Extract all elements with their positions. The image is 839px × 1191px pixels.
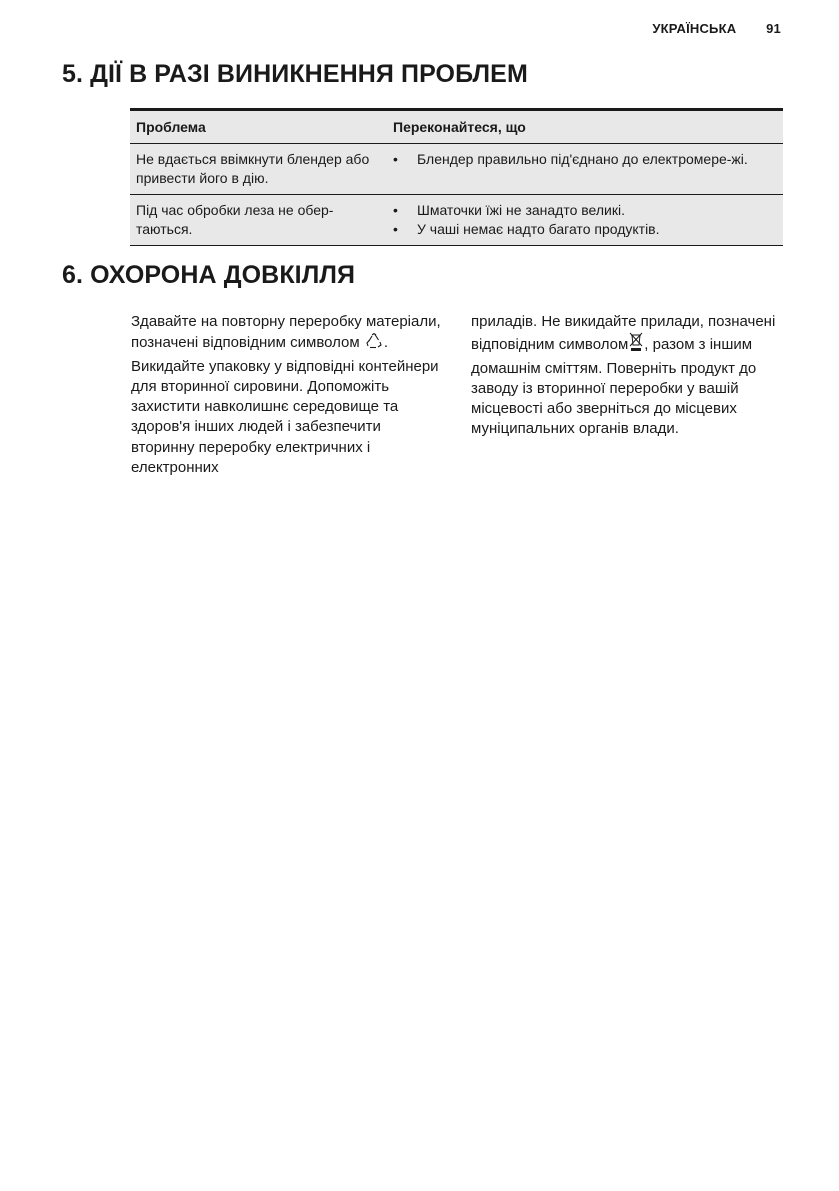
table-row bbox=[130, 195, 783, 246]
bullet-icon: • bbox=[393, 151, 398, 167]
section-title-troubleshooting: 5. ДІЇ В РАЗІ ВИНИКНЕННЯ ПРОБЛЕМ bbox=[62, 60, 528, 88]
problem-cell: Не вдається ввімкнути блендер або привести його в дію. bbox=[130, 144, 387, 195]
table-header-row bbox=[130, 110, 783, 144]
column-header-check: Переконайтеся, що bbox=[387, 110, 783, 144]
recycle-icon bbox=[365, 332, 383, 356]
environment-text-left-column: Здавайте на повторну переробку матеріали, позначені відповідним символом . Викидайте упаковку у відповідні контейнери для вторинної сировини. Допоможіть захистити навколишнє середовище та здоров'я інших людей і забезпечити вторинну переробку електричних і електронних bbox=[131, 313, 441, 477]
running-header bbox=[652, 21, 781, 36]
problem-cell: Під час обробки леза не обер-таються. bbox=[130, 195, 387, 246]
table-row bbox=[130, 144, 783, 195]
section-title-environment: 6. ОХОРОНА ДОВКІЛЛЯ bbox=[62, 261, 356, 289]
page-number: 91 bbox=[766, 21, 781, 36]
column-header-problem: Проблема bbox=[130, 110, 387, 144]
check-cell bbox=[387, 195, 783, 246]
list-item: • У чаші немає надто багато продуктів. bbox=[393, 221, 660, 237]
check-list bbox=[393, 150, 777, 169]
check-cell bbox=[387, 144, 783, 195]
list-item: • Блендер правильно під'єднано до електромере-жі. bbox=[393, 151, 748, 167]
language-label: УКРАЇНСЬКА bbox=[652, 21, 737, 36]
crossed-out-bin-icon bbox=[629, 332, 643, 358]
bullet-icon: • bbox=[393, 221, 398, 237]
bullet-icon: • bbox=[393, 202, 398, 218]
list-item: • Шматочки їжі не занадто великі. bbox=[393, 202, 625, 218]
environment-text-right-column: приладів. Не викидайте прилади, позначені відповідним символом , разом з іншим домашнім сміттям. Поверніть продукт до заводу із вторинної переробки у вашій місцевості або зверніться до місцевих муніципальних органів влади. bbox=[471, 313, 776, 438]
troubleshooting-table bbox=[130, 108, 783, 246]
check-list bbox=[393, 201, 777, 239]
